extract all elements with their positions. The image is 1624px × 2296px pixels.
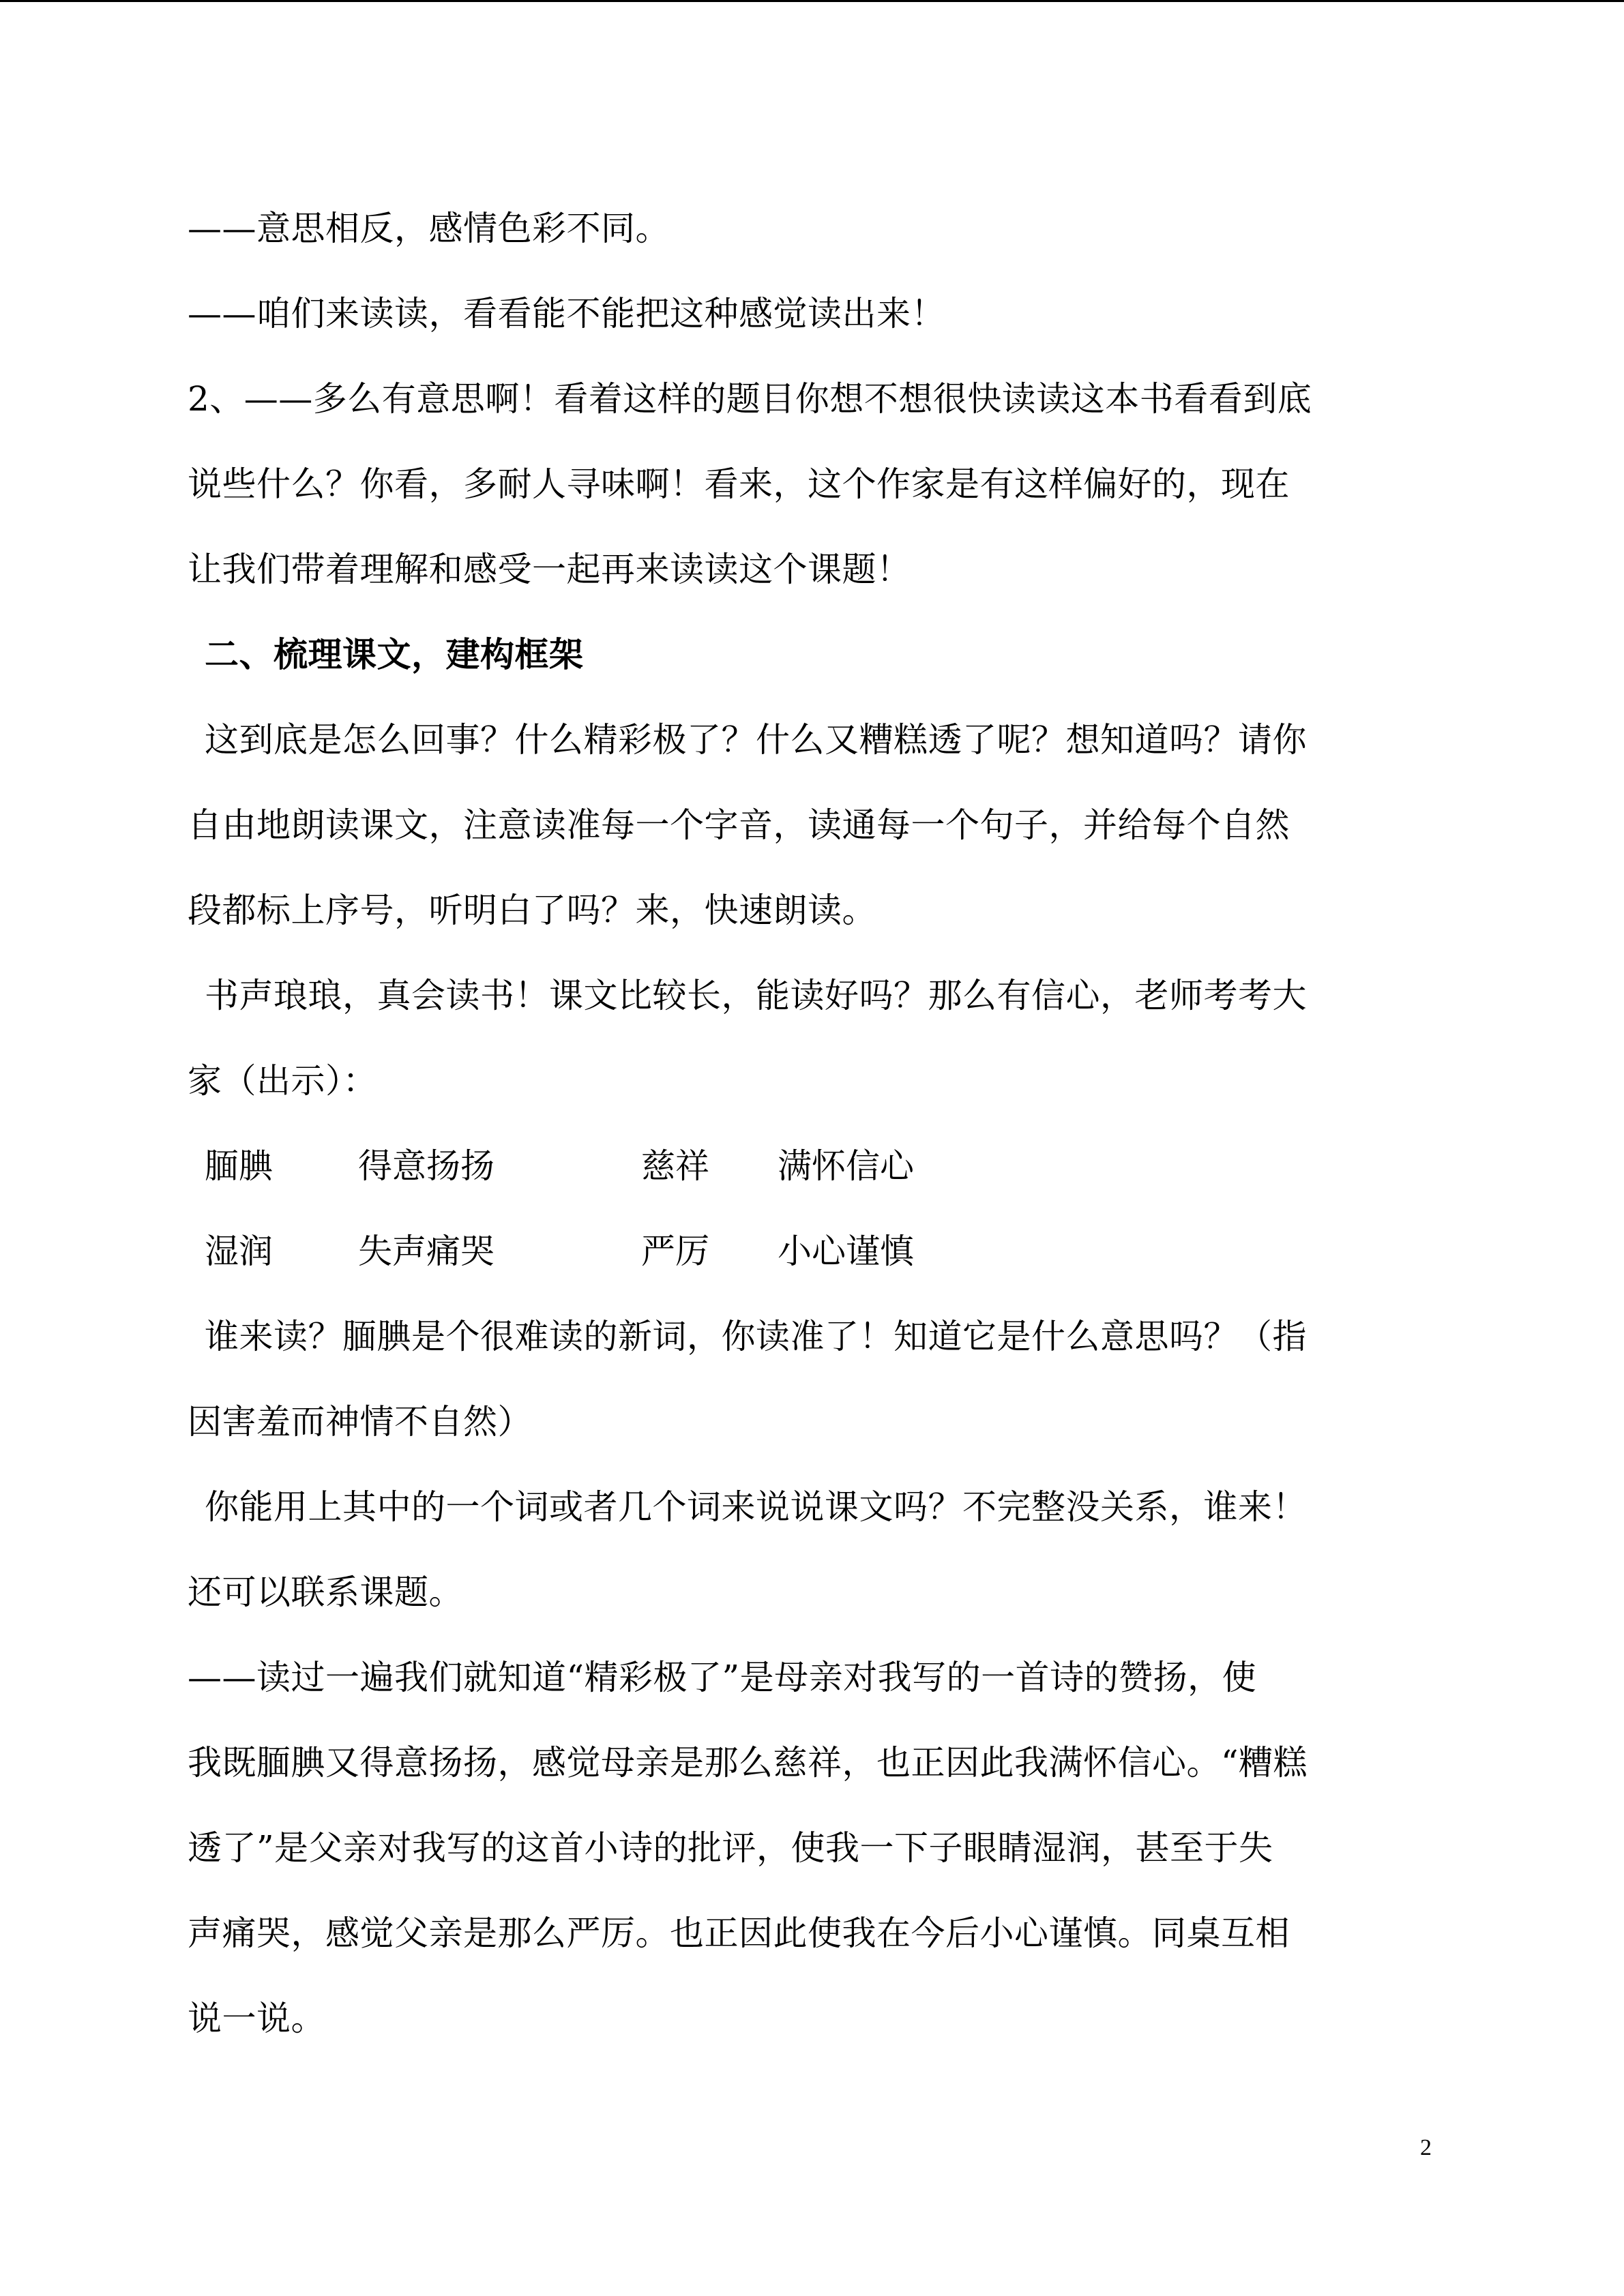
paragraph-line: 声痛哭，感觉父亲是那么严厉。也正因此使我在今后小心谨慎。同桌互相 <box>188 1913 1290 1953</box>
section-heading: 二、梳理课文，建构框架 <box>205 635 584 674</box>
paragraph-line: 说一说。 <box>188 1999 325 2038</box>
paragraph-line: 透了”是父亲对我写的这首小诗的批评，使我一下子眼睛湿润，甚至于失 <box>188 1828 1273 1868</box>
paragraph-line: 段都标上序号，听明白了吗？来，快速朗读。 <box>188 891 876 930</box>
vocab-word: 慈祥 <box>641 1146 709 1186</box>
vocab-word: 得意扬扬 <box>358 1146 494 1186</box>
paragraph-line: 我既腼腆又得意扬扬，感觉母亲是那么慈祥，也正因此我满怀信心。“糟糕 <box>188 1743 1308 1783</box>
text-line: 让我们带着理解和感受一起再来读读这个课题！ <box>188 550 911 589</box>
text-line: 说些什么？你看，多耐人寻味啊！看来，这个作家是有这样偏好的，现在 <box>188 464 1290 504</box>
paragraph-line: 谁来读？腼腆是个很难读的新词，你读准了！知道它是什么意思吗？（指 <box>205 1317 1307 1356</box>
text-line: 2、——多么有意思啊！看着这样的题目你想不想很快读读这本书看看到底 <box>188 379 1312 419</box>
paragraph-line: 自由地朗读课文，注意读准每一个字音，读通每一个句子，并给每个自然 <box>188 805 1290 845</box>
vocab-word: 失声痛哭 <box>358 1232 494 1271</box>
vocab-word: 严厉 <box>641 1232 709 1271</box>
paragraph-line: 书声琅琅，真会读书！课文比较长，能读好吗？那么有信心，老师考考大 <box>205 976 1307 1015</box>
paragraph-line: 你能用上其中的一个词或者几个词来说说课文吗？不完整没关系，谁来！ <box>205 1487 1307 1527</box>
vocab-row <box>205 1146 1023 1187</box>
vocab-word: 湿润 <box>205 1232 273 1271</box>
paragraph-line: 家（出示）： <box>188 1061 377 1101</box>
vocab-row <box>205 1231 1023 1272</box>
paragraph-line: ——读过一遍我们就知道“精彩极了”是母亲对我写的一首诗的赞扬，使 <box>188 1658 1257 1697</box>
paragraph-line: 还可以联系课题。 <box>188 1572 463 1612</box>
paragraph-line: 因害羞而神情不自然） <box>188 1402 532 1442</box>
paragraph-line: 这到底是怎么回事？什么精彩极了？什么又糟糕透了呢？想知道吗？请你 <box>205 720 1307 760</box>
text-line: ——咱们来读读，看看能不能把这种感觉读出来！ <box>188 294 945 333</box>
vocab-word: 腼腆 <box>205 1146 273 1186</box>
vocab-word: 满怀信心 <box>778 1146 914 1186</box>
text-line: ——意思相反，感情色彩不同。 <box>188 209 670 248</box>
top-border-line <box>0 0 1624 2</box>
page-number: 2 <box>1420 2135 1432 2160</box>
vocab-word: 小心谨慎 <box>778 1232 914 1271</box>
